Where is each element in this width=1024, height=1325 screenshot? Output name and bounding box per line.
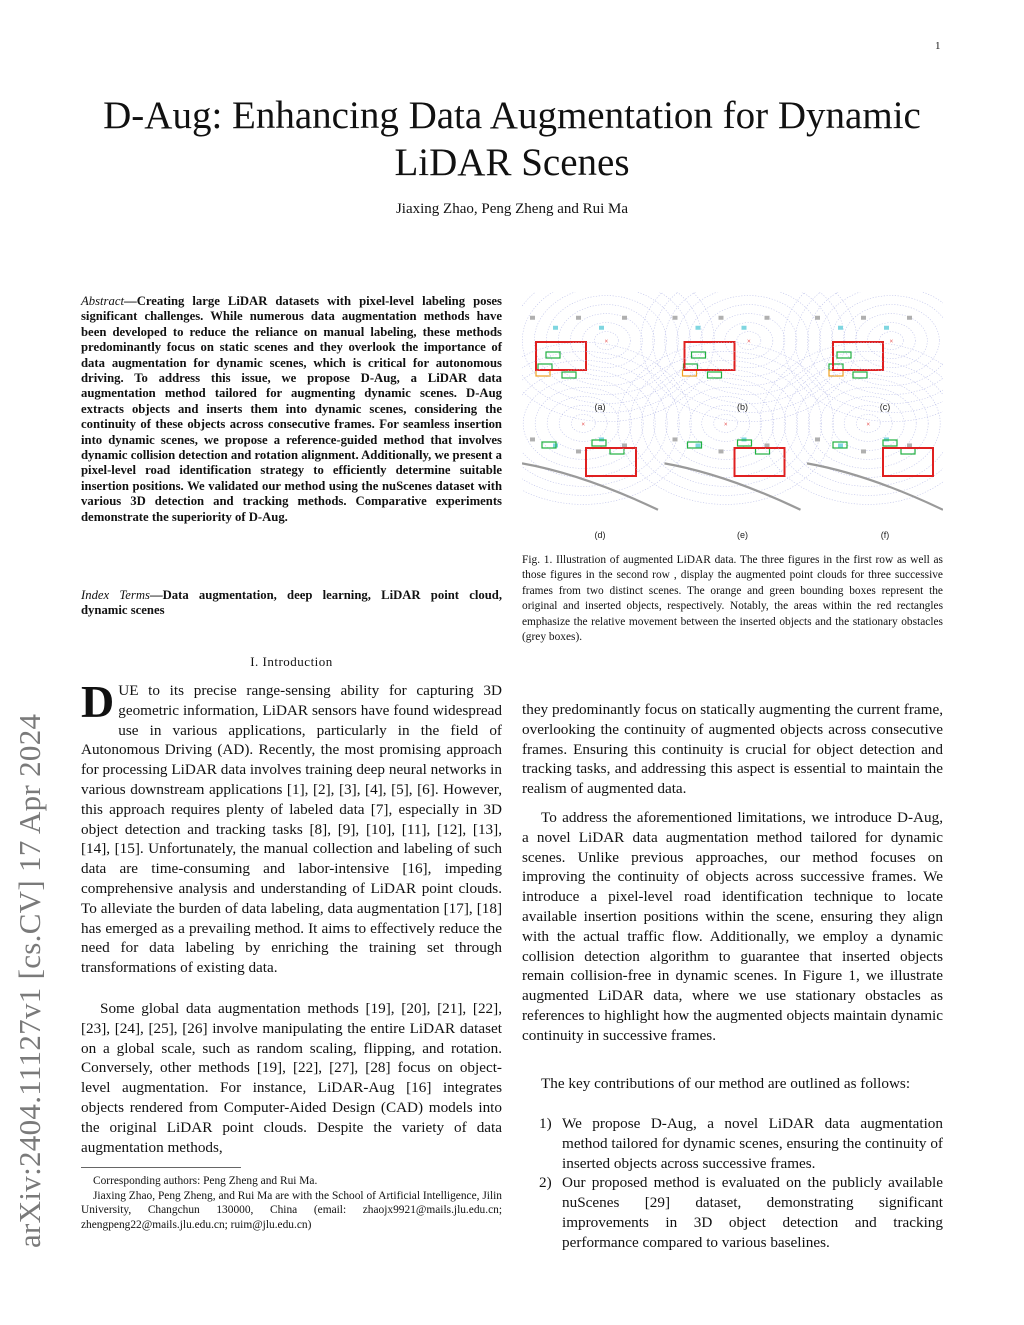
inserted-box: [562, 372, 576, 378]
obstacle-marker: [907, 443, 912, 447]
arxiv-stamp: arXiv:2404.11127v1 [cs.CV] 17 Apr 2024: [12, 713, 47, 1248]
road-line: [522, 463, 658, 509]
lidar-panel: [641, 292, 857, 422]
panel-label: (a): [594, 402, 606, 412]
contribution-text: Our proposed method is evaluated on the publicly available nuScenes [29] dataset, demonstrating significant improvements in 3D object detection and tracking performance compared to various baselines.: [562, 1174, 943, 1251]
obstacle-marker: [815, 316, 820, 320]
intro-paragraph-2: Some global data augmentation methods [19], [20], [21], [22], [23], [24], [25], [26] involve manipulating the entire LiDAR dataset on a global scale, such as random scaling, flipping, and rotation. Conversely, other methods [19], [22], [27], [28] focus on object-level augmentation. For instance, LiDAR-Aug [16] integrates objects rendered from Computer-Aided Design (CAD) models into the original LiDAR point clouds. Despite the variety of data augmentation methods,: [81, 1000, 502, 1156]
obstacle-marker: [861, 316, 866, 320]
figure-lidar-panels: [522, 292, 943, 540]
ego-marker: ×: [723, 420, 728, 429]
footnote-corresponding: Corresponding authors: Peng Zheng and Rui Ma.: [93, 1175, 318, 1187]
obstacle-marker: [530, 316, 535, 320]
figure-caption: Fig. 1. Illustration of augmented LiDAR data. The three figures in the first row as well as those figures in the second row , display the augmented point clouds for three successive frames from two distinct scenes. The orange and green bounding boxes represent the original and inserted objects, respectively. Notably, the areas within the red rectangles emphasize the relative movement between the inserted objects and the stationary obstacles (grey boxes).: [522, 554, 943, 644]
abstract: [81, 294, 502, 525]
obstacle-marker: [815, 437, 820, 441]
inserted-box: [692, 352, 706, 358]
highlight-rectangle: [586, 448, 636, 476]
panel-label: (f): [880, 530, 890, 540]
contribution-item: [522, 1114, 943, 1173]
obstacle-marker: [696, 443, 701, 447]
ego-marker: ×: [581, 420, 586, 429]
panel-label: (e): [737, 530, 748, 540]
footnote-divider: [81, 1167, 241, 1168]
obstacle-marker: [719, 449, 724, 453]
contribution-item: [522, 1173, 943, 1252]
inserted-box: [546, 352, 560, 358]
page-number: 1: [935, 40, 941, 52]
abstract-text: —Creating large LiDAR datasets with pixel-level labeling poses significant challenges. While numerous data augmentation methods have been developed to reduce the reliance on manual labeling, these methods predominantly focus on static scenes and they overlook the importance of data augmentation for dynamic scenes, which is critical for autonomous driving. To address this issue, we propose D-Aug, a LiDAR data augmentation method tailored for augmenting dynamic scenes. D-Aug extracts objects and inserts them into dynamic scenes, considering the continuity of these objects across consecutive frames. For seamless insertion into dynamic scenes, we propose a reference-guided method that involves dynamic collision detection and rotation alignment. Additionally, we present a pixel-level road identification strategy to efficiently determine suitable insertion positions. We validated our method using the nuScenes dataset with various 3D detection and tracking methods. Comparative experiments demonstrate the superiority of D-Aug.: [81, 294, 502, 524]
obstacle-marker: [907, 316, 912, 320]
obstacle-marker: [861, 449, 866, 453]
highlight-rectangle: [833, 342, 883, 370]
lidar-panel: [760, 342, 943, 540]
panel-label: (d): [594, 530, 606, 540]
obstacle-marker: [719, 316, 724, 320]
footnotes: [81, 1174, 502, 1232]
author-list: Jiaxing Zhao, Peng Zheng and Rui Ma: [395, 201, 629, 217]
obstacle-marker: [765, 316, 770, 320]
obstacle-marker: [576, 316, 581, 320]
section-heading-introduction: I. Introduction: [250, 654, 333, 669]
obstacle-marker: [673, 316, 678, 320]
obstacle-marker: [622, 443, 627, 447]
contributions-list: [522, 1114, 943, 1253]
obstacle-marker: [765, 443, 770, 447]
obstacle-marker: [553, 326, 558, 330]
drop-cap: D: [81, 676, 115, 727]
ego-marker: ×: [866, 420, 871, 429]
obstacle-marker: [838, 443, 843, 447]
right-paragraph-3: The key contributions of our method are outlined as follows:: [541, 1075, 911, 1092]
contribution-text: We propose D-Aug, a novel LiDAR data augmentation method tailored for dynamic scenes, ensuring the continuity of inserted objects across successive frames.: [562, 1115, 943, 1172]
obstacle-marker: [838, 326, 843, 330]
contribution-number: 2): [539, 1174, 552, 1192]
obstacle-marker: [599, 326, 604, 330]
lidar-panel: [522, 342, 691, 540]
panel-label: (b): [737, 402, 748, 412]
contribution-number: 1): [539, 1115, 552, 1132]
obstacle-marker: [742, 326, 747, 330]
highlight-rectangle: [883, 448, 933, 476]
road-line: [665, 463, 801, 509]
obstacle-marker: [696, 326, 701, 330]
obstacle-marker: [884, 326, 889, 330]
paper-title: D-Aug: Enhancing Data Augmentation for Dynamic LiDAR Scenes: [103, 94, 921, 184]
highlight-rectangle: [536, 342, 586, 370]
ego-marker: ×: [746, 337, 751, 346]
ego-marker: ×: [889, 337, 894, 346]
obstacle-marker: [530, 437, 535, 441]
inserted-box: [853, 372, 867, 378]
panel-label: (c): [879, 402, 891, 412]
ego-marker: ×: [604, 337, 609, 346]
right-paragraph-2: To address the aforementioned limitations, we introduce D-Aug, a novel LiDAR data augmentation method tailored for dynamic scenes. Unlike previous approaches, our method focuses on improving the continuity of objects across successive frames. We introduce a pixel-level road identification technique to locate available insertion positions within the scene, ensuring they align with the actual traffic flow. Additionally, we employ a dynamic collision detection algorithm to guarantee that inserted objects remain collision-free in dynamic scenes. In Figure 1, we illustrate augmented LiDAR data, where we use stationary obstacles as references to highlight how the augmented objects maintain dynamic continuity in successive frames.: [522, 809, 943, 1044]
road-line: [807, 463, 943, 509]
obstacle-marker: [576, 449, 581, 453]
index-terms-text: —Data augmentation, deep learning, LiDAR point cloud, dynamic scenes: [81, 588, 503, 618]
right-paragraph-1: they predominantly focus on statically augmenting the current frame, overlooking the continuity of augmented objects across consecutive frames. Ensuring this continuity is crucial for object detection and tracking tasks, and addressing this aspect is essential to maintain the realism of augmented data.: [522, 701, 943, 798]
obstacle-marker: [622, 316, 627, 320]
intro-paragraph-1-text: UE to its precise range-sensing ability for capturing 3D geometric information, LiDAR sensors have found widespread use in various applications, particularly in the field of Autonomous Driving (AD). Recently, the most promising approach for processing LiDAR data involves training deep neural networks in various downstream applications [1], [2], [3], [4], [5], [6]. However, this approach requires plenty of labeled data [7], especially in 3D object detection and tracking tasks [8], [9], [10], [11], [12], [13], [14], [15]. Unfortunately, the manual collection and labeling of such data are time-consuming and labor-intensive [16], impeding comprehensive analysis and understanding of LiDAR point clouds. To alleviate the burden of data labeling, data augmentation [17], [18] has emerged as a prevailing method. It aims to effectively reduce the need for data labeling by enriching the training set through transformations of existing data.: [81, 682, 502, 977]
highlight-rectangle: [735, 448, 785, 476]
abstract-label: Abstract: [81, 294, 124, 308]
index-terms: [81, 588, 502, 619]
index-terms-label: Index Terms: [81, 588, 150, 602]
obstacle-marker: [673, 437, 678, 441]
intro-paragraph-1: [81, 676, 502, 978]
footnote-affiliation: Jiaxing Zhao, Peng Zheng, and Rui Ma are with the School of Artificial Intelligence, Jilin University, Changchun 130000, China (email: zhaojx9921@mails.jlu.edu.cn; zhengpeng22@mails.jlu.edu.cn; ruim@jlu.edu.cn): [81, 1189, 502, 1231]
